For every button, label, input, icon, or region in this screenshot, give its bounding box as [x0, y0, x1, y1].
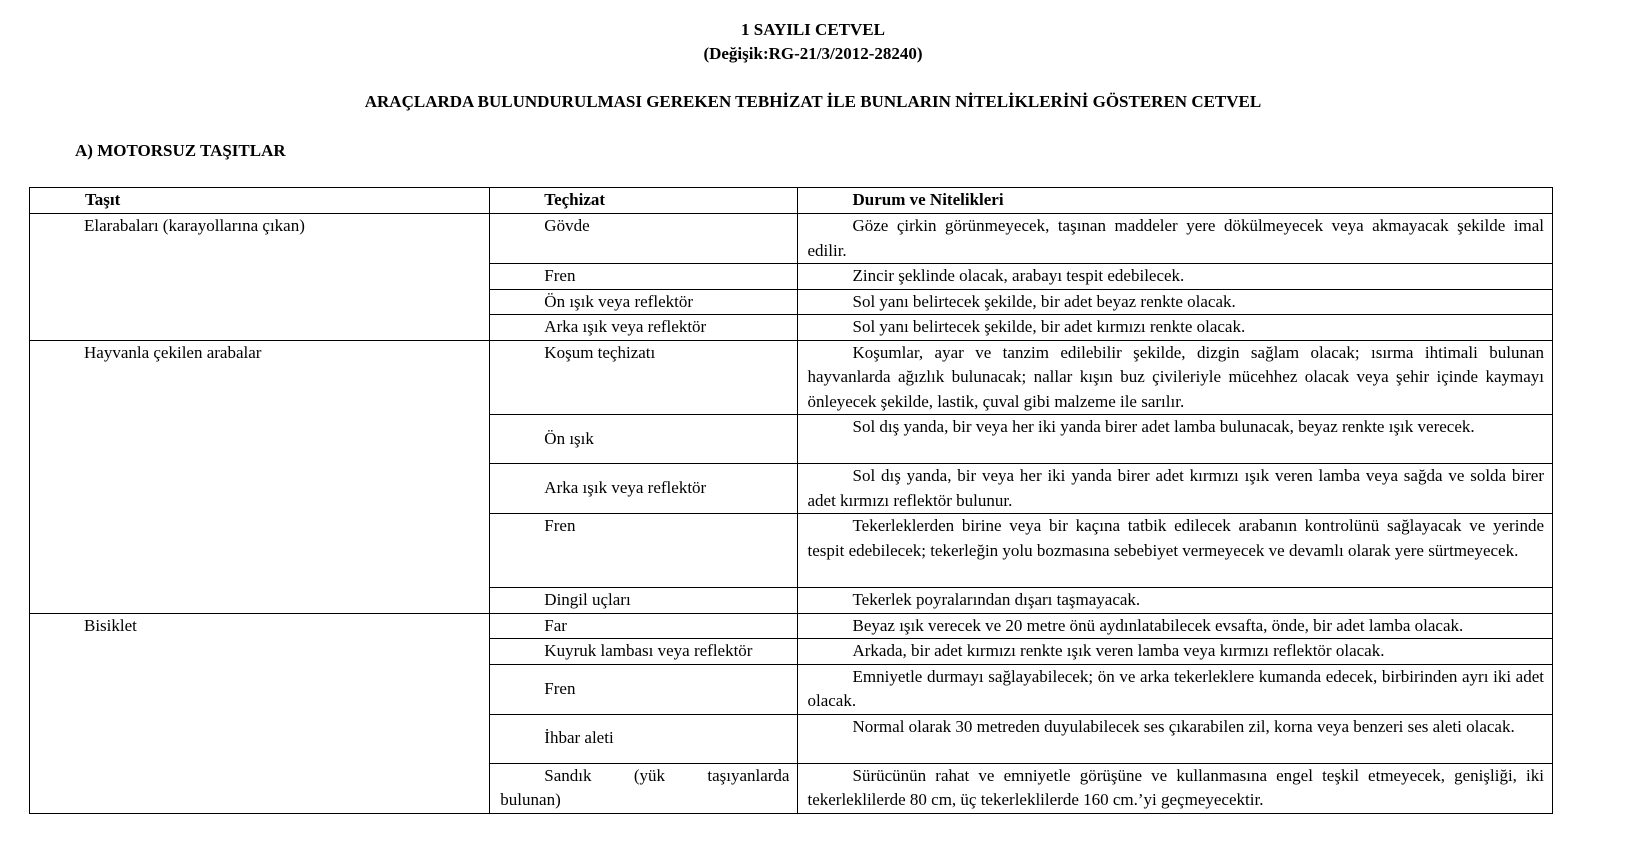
equipment-cell: Fren [490, 264, 798, 290]
description-cell: Beyaz ışık verecek ve 20 metre önü aydınlatabilecek evsafta, önde, bir adet lamba olacak. [798, 613, 1553, 639]
equipment-cell: Far [490, 613, 798, 639]
description-cell: Sol yanı belirtecek şekilde, bir adet kırmızı renkte olacak. [798, 315, 1553, 341]
equipment-cell: Ön ışık [490, 415, 798, 464]
equipment-cell: Dingil uçları [490, 588, 798, 614]
table-header-row [30, 188, 1553, 214]
table-title: ARAÇLARDA BULUNDURULMASI GEREKEN TEBHİZAT İLE BUNLARIN NİTELİKLERİNİ GÖSTEREN CETVEL [364, 92, 1262, 111]
description-cell: Koşumlar, ayar ve tanzim edilebilir şekilde, dizgin sağlam olacak; ısırma ihtimali bulunan hayvanlarda ağızlık bulunacak; nallar kışın buz çivileriyle mücehhez olacak veya şehir içinde kaymayı önleyecek şekilde, lastik, çuval gibi malzeme ile sarılır. [798, 340, 1553, 415]
table-row [30, 613, 1553, 639]
equipment-cell: Fren [490, 664, 798, 714]
equipment-cell: Fren [490, 514, 798, 588]
table-row [30, 340, 1553, 415]
header-description: Durum ve Nitelikleri [798, 188, 1553, 214]
description-cell: Sol dış yanda, bir veya her iki yanda birer adet lamba bulunacak, beyaz renkte ışık verecek. [798, 415, 1553, 464]
description-cell: Sürücünün rahat ve emniyetle görüşüne ve kullanmasına engel teşkil etmeyecek, genişliği, iki tekerleklilerde 80 cm, üç tekerleklilerde 160 cm.’yi geçmeyecektir. [798, 763, 1553, 813]
vehicle-cell-bisiklet: Bisiklet [30, 613, 490, 813]
amendment-note: (Değişik:RG-21/3/2012-28240) [703, 44, 923, 63]
description-cell: Sol dış yanda, bir veya her iki yanda birer adet kırmızı ışık veren lamba veya sağda ve solda birer adet kırmızı reflektör bulunur. [798, 464, 1553, 514]
equipment-line-1: Sandık (yük taşıyanlarda [544, 765, 790, 785]
equipment-cell: Arka ışık veya reflektör [490, 464, 798, 514]
header-equipment: Teçhizat [490, 188, 798, 214]
equipment-cell: Kuyruk lambası veya reflektör [490, 639, 798, 665]
description-cell: Sol yanı belirtecek şekilde, bir adet beyaz renkte olacak. [798, 289, 1553, 315]
equipment-cell: Gövde [490, 214, 798, 264]
vehicle-cell-elarabalari: Elarabaları (karayollarına çıkan) [30, 214, 490, 341]
table-row [30, 214, 1553, 264]
equipment-line-2: bulunan) [500, 790, 561, 809]
description-cell: Tekerlek poyralarından dışarı taşmayacak. [798, 588, 1553, 614]
document-title: 1 SAYILI CETVEL [741, 20, 885, 39]
description-cell: Normal olarak 30 metreden duyulabilecek ses çıkarabilen zil, korna veya benzeri ses aleti olacak. [798, 714, 1553, 763]
equipment-table [29, 187, 1553, 814]
equipment-cell: İhbar aleti [490, 714, 798, 763]
header-vehicle: Taşıt [30, 188, 490, 214]
description-cell: Tekerleklerden birine veya bir kaçına tatbik edilecek arabanın kontrolünü sağlayacak ve yerinde tespit edebilecek; tekerleğin yolu bozmasına sebebiyet vermeyecek ve devamlı olarak yere sürtmeyecek. [798, 514, 1553, 588]
equipment-cell [490, 763, 798, 813]
section-title: A) MOTORSUZ TAŞITLAR [75, 141, 286, 160]
vehicle-cell-hayvanla-cekilen: Hayvanla çekilen arabalar [30, 340, 490, 613]
description-cell: Zincir şeklinde olacak, arabayı tespit edebilecek. [798, 264, 1553, 290]
equipment-cell: Ön ışık veya reflektör [490, 289, 798, 315]
equipment-cell: Arka ışık veya reflektör [490, 315, 798, 341]
description-cell: Emniyetle durmayı sağlayabilecek; ön ve arka tekerleklere kumanda edecek, birbirinden ayrı iki adet olacak. [798, 664, 1553, 714]
description-cell: Arkada, bir adet kırmızı renkte ışık veren lamba veya kırmızı reflektör olacak. [798, 639, 1553, 665]
description-cell: Göze çirkin görünmeyecek, taşınan maddeler yere dökülmeyecek veya akmayacak şekilde imal edilir. [798, 214, 1553, 264]
equipment-cell: Koşum teçhizatı [490, 340, 798, 415]
